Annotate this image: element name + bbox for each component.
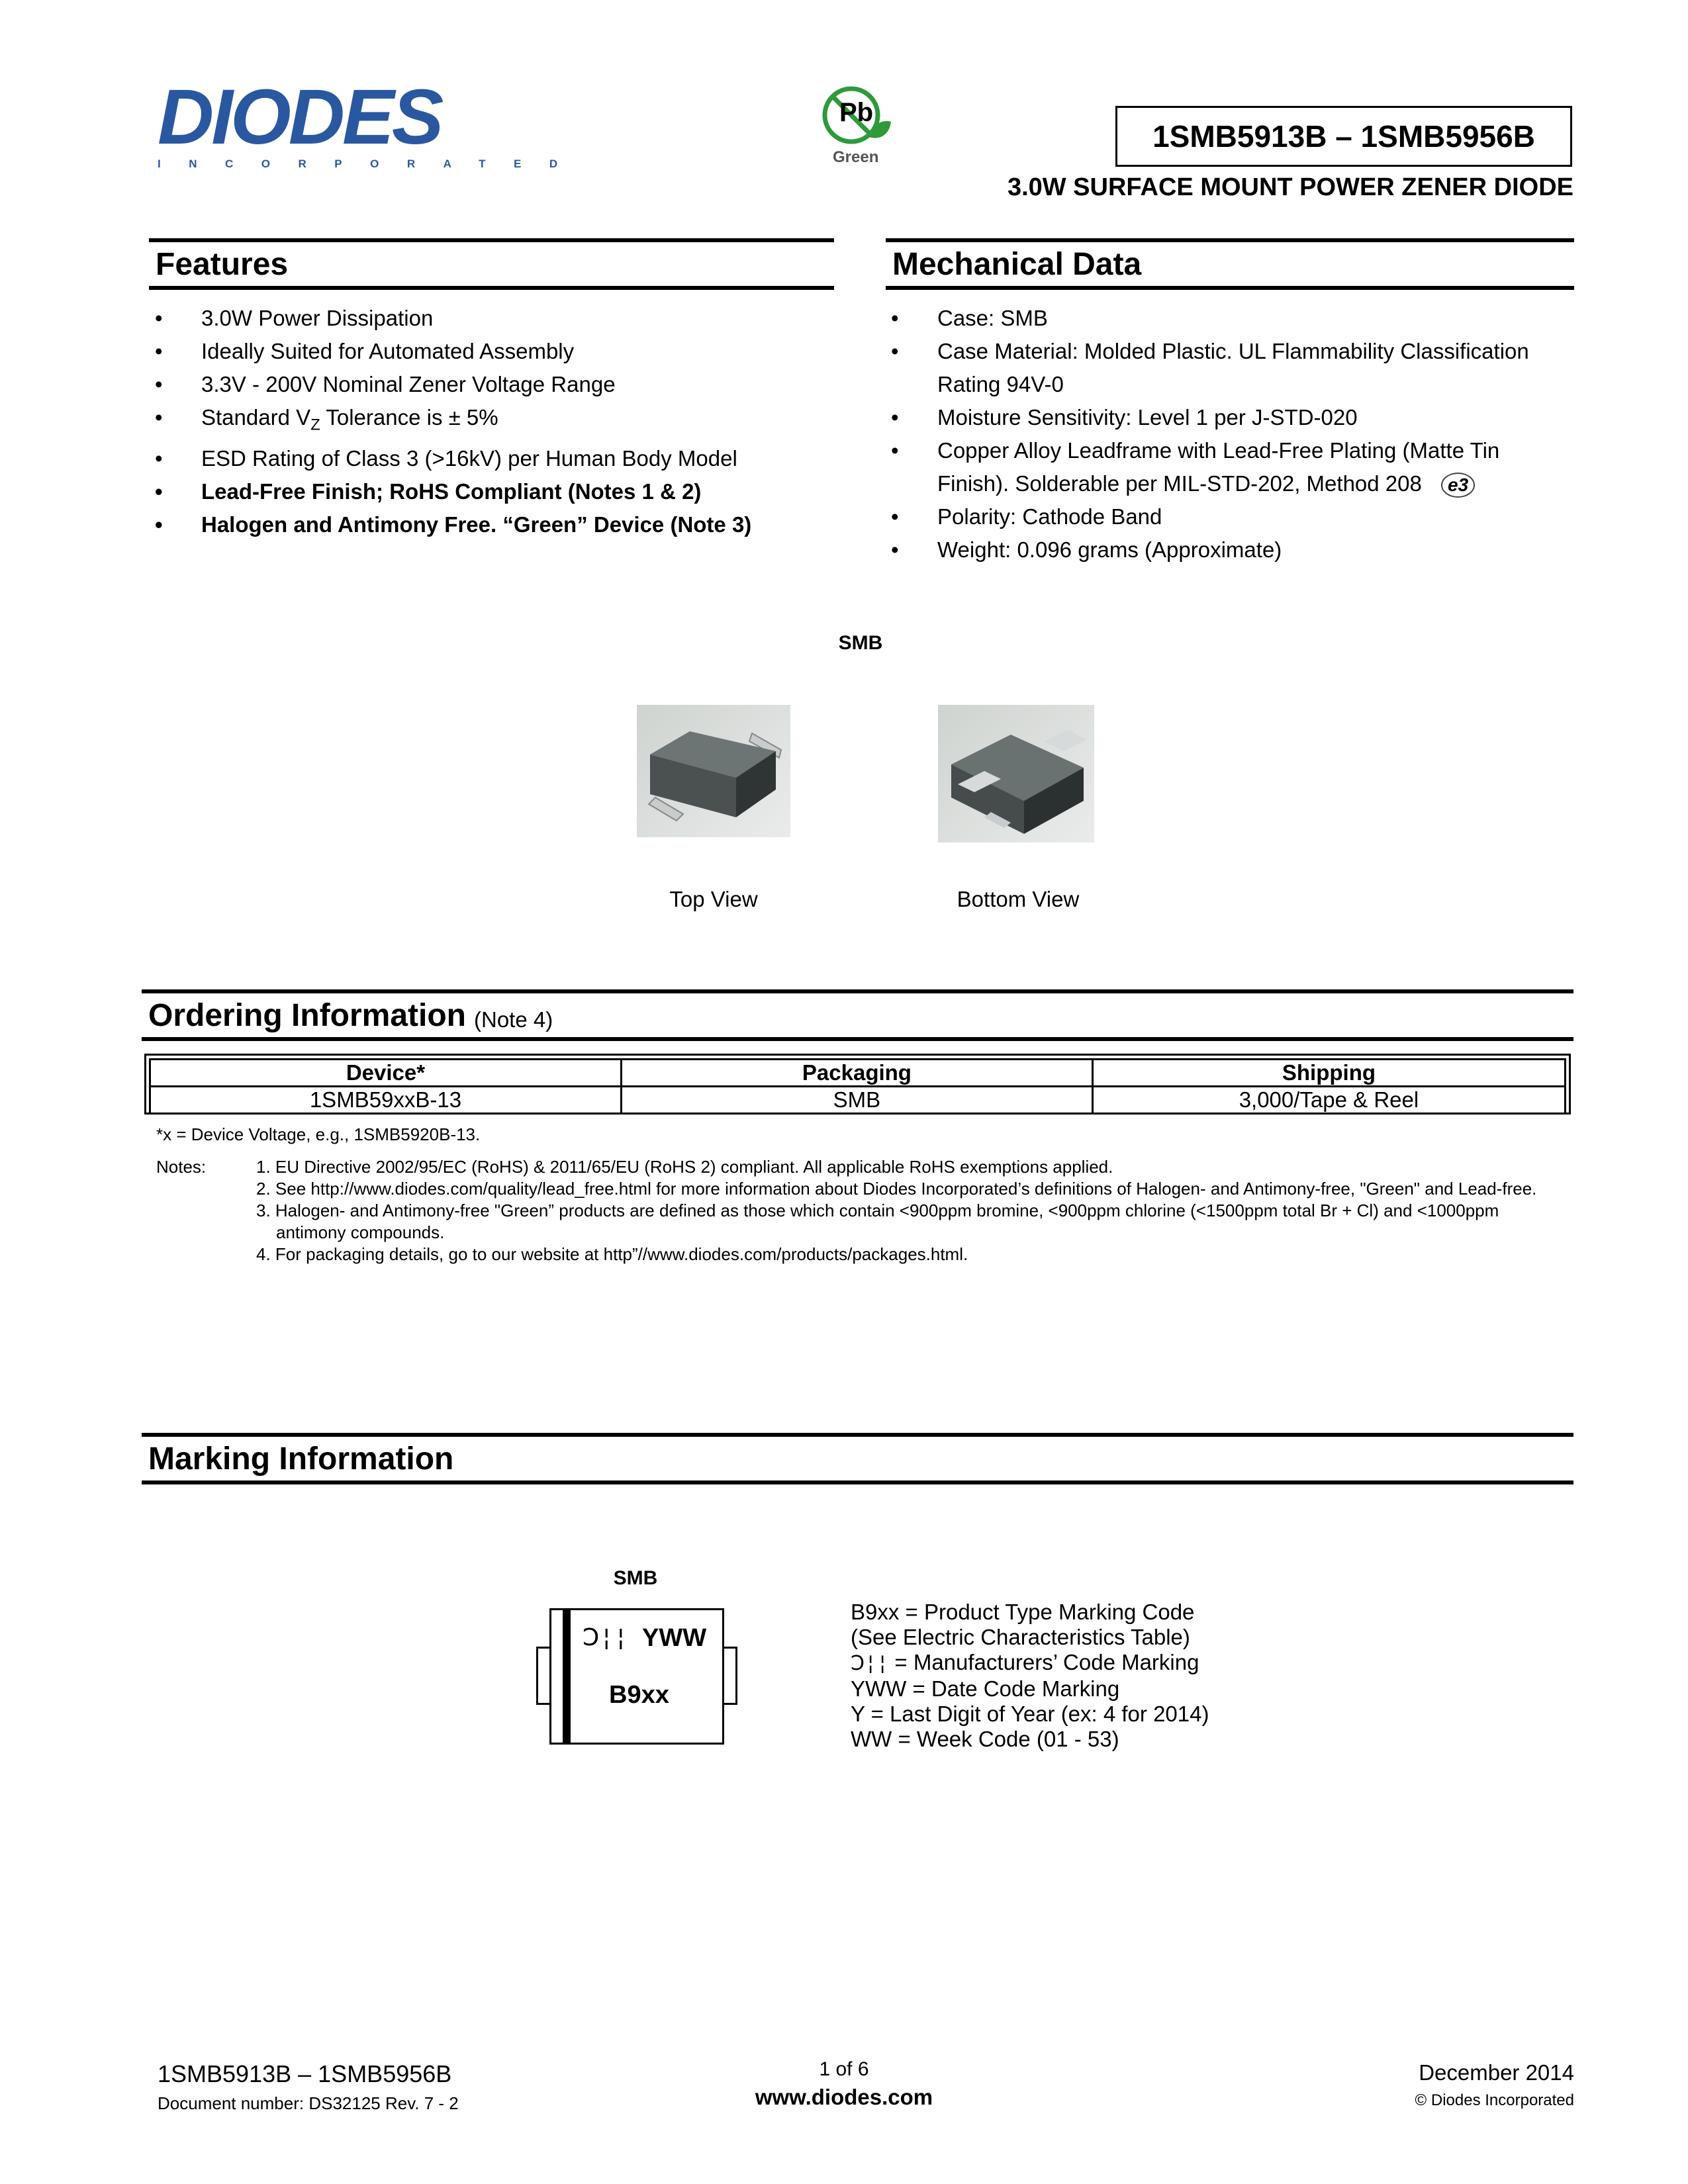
list-item: • Case Material: Molded Plastic. UL Flammability Classification Rating 94V-0 (887, 335, 1536, 401)
marking-title: Marking Information (148, 1441, 454, 1477)
mechanical-title: Mechanical Data (892, 246, 1142, 282)
mfr-code-glyph-legend: Ↄ¦¦ (851, 1652, 889, 1675)
logo-wordmark: DIODES (158, 73, 442, 161)
footer-date: December 2014 (1419, 2060, 1574, 2085)
legend-line: YWW = Date Code Marking (851, 1676, 1120, 1701)
ordering-note: (Note 4) (474, 1007, 553, 1032)
note-item: 3. Halogen- and Antimony-free "Green” products are defined as those which contain <900ppm bromine, <900ppm chlorine (<1500ppm total Br + Cl) and <1000ppm antimony compounds. (256, 1201, 1499, 1242)
notes-list (256, 1156, 1547, 1265)
note-item: 4. For packaging details, go to our website at http”//www.diodes.com/products/packages.html. (256, 1244, 968, 1264)
e3-icon: e3 (1441, 473, 1475, 498)
footer-copyright: © Diodes Incorporated (1415, 2091, 1574, 2109)
package-label: SMB (838, 632, 883, 654)
features-title: Features (156, 246, 289, 282)
note-item: 1. EU Directive 2002/95/EC (RoHS) & 2011/65/EU (RoHS 2) compliant. All applicable RoHS exemptions applied. (256, 1157, 1113, 1177)
document-subtitle: 3.0W SURFACE MOUNT POWER ZENER DIODE (1007, 173, 1573, 201)
product-code-mark: B9xx (609, 1681, 669, 1709)
table-row (150, 1087, 1566, 1114)
marking-heading (142, 1433, 1573, 1484)
list-item: • 3.3V - 200V Nominal Zener Voltage Range (151, 368, 833, 401)
footer-website-link[interactable]: www.diodes.com (755, 2085, 933, 2109)
ordering-title: Ordering Information (148, 997, 466, 1033)
list-item (151, 401, 833, 442)
smb-bottom-view-icon (938, 705, 1094, 842)
list-item: • Ideally Suited for Automated Assembly (151, 335, 833, 368)
list-item: • Halogen and Antimony Free. “Green” Device (Note 3) (151, 508, 833, 541)
list-item: • Lead-Free Finish; RoHS Compliant (Notes 1 & 2) (151, 475, 833, 508)
features-heading (149, 238, 834, 290)
table-cell: SMB (621, 1087, 1092, 1114)
footer-page-number: 1 of 6 (819, 2058, 869, 2080)
top-view-caption: Top View (669, 887, 758, 911)
bottom-view-caption: Bottom View (957, 887, 1080, 911)
lead-right (724, 1647, 737, 1705)
list-item: • Moisture Sensitivity: Level 1 per J-STD-020 (887, 401, 1536, 434)
date-code-mark: YWW (642, 1624, 707, 1652)
column-header: Device* (150, 1060, 622, 1087)
list-item: • Polarity: Cathode Band (887, 500, 1536, 533)
ordering-heading (142, 989, 1573, 1041)
note-item: 2. See http://www.diodes.com/quality/lead_free.html for more information about Diodes Incorporated’s definitions of Halogen- and Antimony-free, "Green" and Lead-free. (256, 1179, 1537, 1199)
list-item: • 3.0W Power Dissipation (151, 302, 833, 335)
ordering-table (149, 1058, 1566, 1115)
marking-legend (851, 1600, 1513, 1752)
legend-line: Y = Last Digit of Year (ex: 4 for 2014) (851, 1702, 1209, 1726)
footer-part-range: 1SMB5913B – 1SMB5956B (158, 2060, 452, 2087)
legend-line: B9xx = Product Type Marking Code (851, 1600, 1195, 1624)
list-item: • Weight: 0.096 grams (Approximate) (887, 533, 1536, 567)
green-label: Green (833, 148, 879, 166)
leadframe-text: Copper Alloy Leadframe with Lead-Free Plating (Matte Tin Finish). Solderable per MIL-STD-202, Method 208 (937, 438, 1500, 496)
list-item: • ESD Rating of Class 3 (>16kV) per Human Body Model (151, 442, 833, 475)
top-view-image (637, 705, 790, 837)
legend-line (851, 1650, 1513, 1676)
vz-label: Standard V (201, 405, 311, 430)
mechanical-heading (886, 238, 1574, 290)
legend-mfr-text: = Manufacturers’ Code Marking (888, 1650, 1199, 1674)
smb-top-view-icon (637, 705, 790, 837)
logo-subtitle: INCORPORATED (158, 158, 586, 170)
table-cell: 1SMB59xxB-13 (150, 1087, 622, 1114)
marking-diagram (536, 1608, 738, 1747)
vz-subscript: Z (310, 416, 320, 434)
table-cell: 3,000/Tape & Reel (1092, 1087, 1565, 1114)
legend-line: WW = Week Code (01 - 53) (851, 1727, 1119, 1751)
footer-doc-number: Document number: DS32125 Rev. 7 - 2 (158, 2093, 459, 2113)
bottom-view-image (938, 705, 1094, 842)
company-logo (158, 73, 586, 170)
ordering-table-frame (144, 1054, 1571, 1115)
legend-line: (See Electric Characteristics Table) (851, 1625, 1190, 1649)
features-list (151, 302, 833, 541)
list-item (887, 434, 1536, 500)
list-item: • Case: SMB (887, 302, 1536, 335)
green-pb-free-badge (821, 85, 907, 164)
table-header-row (150, 1060, 1566, 1087)
column-header: Packaging (621, 1060, 1092, 1087)
column-header: Shipping (1092, 1060, 1565, 1087)
lead-left (536, 1647, 549, 1705)
cathode-band (563, 1608, 571, 1745)
vz-tolerance: Tolerance is ± 5% (320, 405, 498, 430)
mechanical-list (887, 302, 1536, 567)
mfr-code-glyph: Ↄ¦¦ (583, 1624, 628, 1651)
notes-label: Notes: (156, 1157, 207, 1177)
pb-symbol: Pb (839, 98, 874, 127)
part-range-title: 1SMB5913B – 1SMB5956B (1115, 106, 1572, 167)
device-footnote: *x = Device Voltage, e.g., 1SMB5920B-13. (156, 1124, 481, 1144)
marking-package-label: SMB (613, 1567, 658, 1589)
